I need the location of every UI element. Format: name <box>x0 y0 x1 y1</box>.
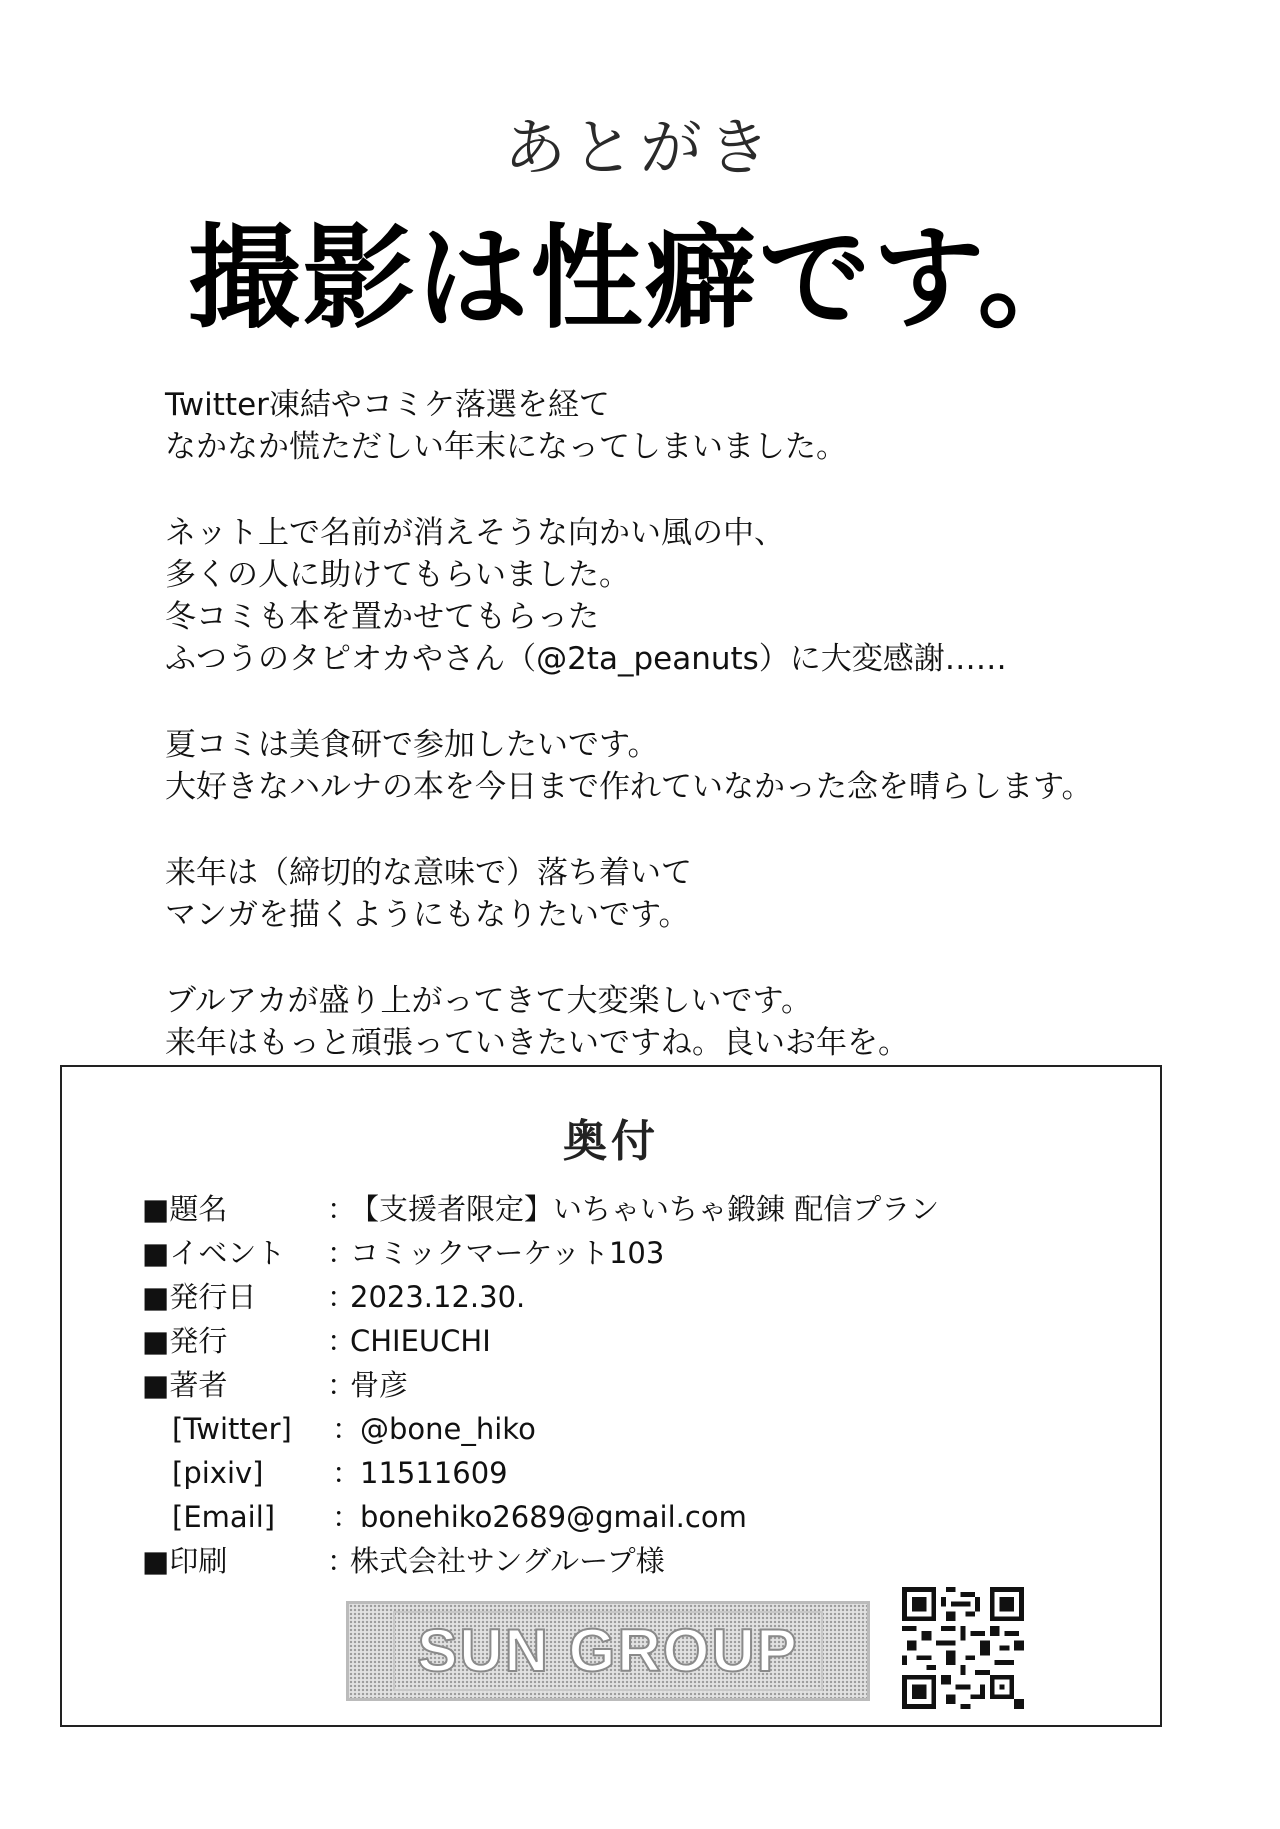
afterword-heading: あとがき <box>503 111 776 184</box>
colophon-row-colon: ： <box>327 1236 357 1270</box>
printer-logo <box>346 1601 870 1701</box>
colophon-title: 奥付 <box>563 1116 659 1167</box>
printer-logo-frame <box>403 1617 812 1684</box>
colophon-row-label: ■著者 <box>142 1368 228 1402</box>
colophon-row-colon: ： <box>327 1544 357 1578</box>
colophon-row-value: bonehiko2689@gmail.com <box>360 1500 747 1534</box>
afterword-line: 来年はもっと頑張っていきたいですね。良いお年を。 <box>165 1025 909 1061</box>
colophon-row <box>142 1495 1042 1539</box>
afterword-paragraph <box>165 512 1165 680</box>
afterword-headline: 撮影は性癖です。 <box>188 214 1092 344</box>
colophon-row <box>142 1319 1042 1363</box>
colophon-row-label: [Twitter] <box>172 1412 292 1446</box>
colophon-row-value: CHIEUCHI <box>350 1324 491 1358</box>
afterword-line: なかなか慌ただしい年末になってしまいました。 <box>165 429 847 465</box>
colophon-box <box>60 1065 1162 1727</box>
afterword-paragraph <box>165 384 1165 468</box>
colophon-row-label: [pixiv] <box>172 1456 264 1490</box>
colophon-row <box>142 1363 1042 1407</box>
colophon-row-value: 2023.12.30. <box>350 1280 526 1314</box>
colophon-row-colon: ： <box>327 1192 357 1226</box>
colophon-row <box>142 1231 1042 1275</box>
afterword-line: Twitter凍結やコミケ落選を経て <box>165 387 610 423</box>
colophon-row <box>142 1275 1042 1319</box>
afterword-line: 来年は（締切的な意味で）落ち着いて <box>165 855 692 891</box>
colophon-row-colon: ： <box>332 1456 362 1490</box>
colophon-row-label: ■印刷 <box>142 1544 228 1578</box>
colophon-row <box>142 1539 1042 1583</box>
afterword-body <box>165 384 1165 1108</box>
afterword-paragraph <box>165 852 1165 936</box>
afterword-line: ブルアカが盛り上がってきて大変楽しいです。 <box>165 983 812 1019</box>
colophon-row-value: 骨彦 <box>350 1368 409 1402</box>
colophon-row-value: @bone_hiko <box>360 1412 536 1446</box>
afterword-line: 夏コミは美食研で参加したいです。 <box>165 727 659 763</box>
afterword-line: マンガを描くようにもなりたいです。 <box>165 897 690 933</box>
afterword-line: 大好きなハルナの本を今日まで作れていなかった念を晴らします。 <box>165 769 1093 805</box>
colophon-row-value: 株式会社サングループ様 <box>350 1544 665 1578</box>
colophon-rows <box>142 1187 1042 1583</box>
colophon-row-colon: ： <box>327 1368 357 1402</box>
colophon-row-colon: ： <box>332 1412 362 1446</box>
afterword-paragraph <box>165 724 1165 808</box>
colophon-row-colon: ： <box>327 1280 357 1314</box>
colophon-row <box>142 1187 1042 1231</box>
colophon-row-label: [Email] <box>172 1500 276 1534</box>
colophon-row <box>142 1451 1042 1495</box>
afterword-line: 冬コミも本を置かせてもらった <box>165 599 599 635</box>
colophon-row-label: ■発行 <box>142 1324 228 1358</box>
colophon-row-colon: ： <box>332 1500 362 1534</box>
printer-logo-text: SUN GROUP <box>417 1617 799 1684</box>
afterword-line: ふつうのタピオカやさん（@2ta_peanuts）に大変感謝…… <box>165 641 1007 677</box>
colophon-row-colon: ： <box>327 1324 357 1358</box>
afterword-line: 多くの人に助けてもらいました。 <box>165 557 630 593</box>
colophon-row-value: コミックマーケット103 <box>350 1236 665 1270</box>
colophon-row <box>142 1407 1042 1451</box>
afterword-paragraph <box>165 980 1165 1064</box>
afterword-line: ネット上で名前が消えそうな向かい風の中、 <box>165 515 785 551</box>
qr-code-icon <box>902 1587 1024 1709</box>
colophon-row-label: ■題名 <box>142 1192 228 1226</box>
colophon-row-label: ■発行日 <box>142 1280 257 1314</box>
colophon-row-value: 【支援者限定】いちゃいちゃ鍛錬 配信プラン <box>350 1192 940 1226</box>
colophon-row-value: 11511609 <box>360 1456 508 1490</box>
colophon-row-label: ■イベント <box>142 1236 286 1270</box>
